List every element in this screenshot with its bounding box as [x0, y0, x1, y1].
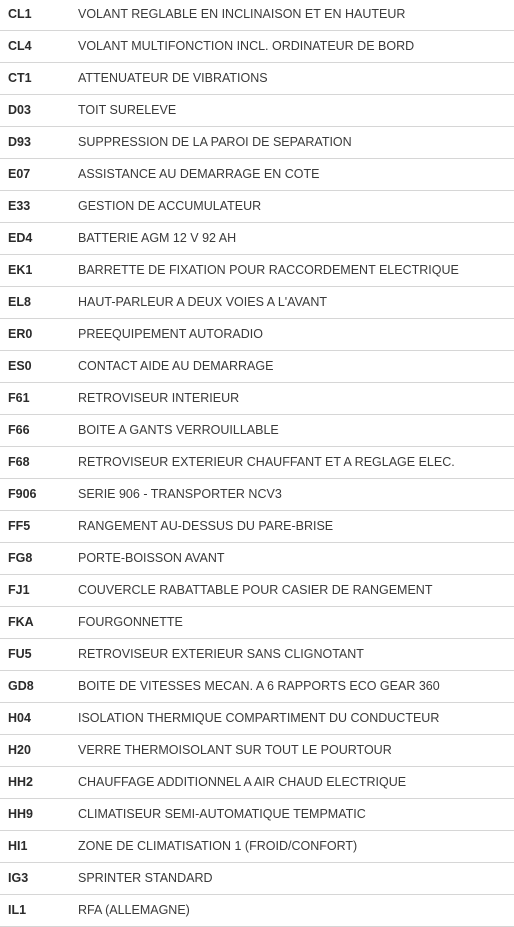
- option-row: [0, 638, 514, 670]
- option-description: RFA (ALLEMAGNE): [78, 903, 190, 917]
- option-description: BARRETTE DE FIXATION POUR RACCORDEMENT ELECTRIQUE: [78, 263, 459, 277]
- option-code: ES0: [8, 359, 32, 373]
- option-row: [0, 574, 514, 606]
- option-description: ZONE DE CLIMATISATION 1 (FROID/CONFORT): [78, 839, 358, 853]
- option-row: [0, 222, 514, 254]
- option-description: PREEQUIPEMENT AUTORADIO: [78, 327, 263, 341]
- option-row: [0, 446, 514, 478]
- option-description: CHAUFFAGE ADDITIONNEL A AIR CHAUD ELECTRIQUE: [78, 775, 407, 789]
- option-code: ED4: [8, 231, 33, 245]
- option-code: H20: [8, 743, 31, 757]
- option-code: HH9: [8, 807, 34, 821]
- option-row: [0, 30, 514, 62]
- option-description: VOLANT REGLABLE EN INCLINAISON ET EN HAUTEUR: [78, 6, 406, 21]
- option-row: [0, 286, 514, 318]
- option-description: TOIT SURELEVE: [78, 103, 177, 117]
- option-code: IL1: [8, 903, 27, 917]
- option-row: [0, 702, 514, 734]
- option-row: [0, 190, 514, 222]
- option-code: GD8: [8, 679, 34, 693]
- option-description: CONTACT AIDE AU DEMARRAGE: [78, 359, 274, 373]
- option-row: [0, 0, 514, 30]
- option-code: F68: [8, 455, 30, 469]
- option-row: [0, 126, 514, 158]
- option-row: [0, 798, 514, 830]
- option-description: COUVERCLE RABATTABLE POUR CASIER DE RANGEMENT: [78, 583, 433, 597]
- option-description: RETROVISEUR EXTERIEUR SANS CLIGNOTANT: [78, 647, 364, 661]
- option-row: [0, 766, 514, 798]
- option-code: CL4: [8, 39, 32, 53]
- option-description: SPRINTER STANDARD: [78, 871, 213, 885]
- option-row: [0, 670, 514, 702]
- option-code: FF5: [8, 519, 31, 533]
- option-code: E33: [8, 199, 31, 213]
- option-description: RETROVISEUR INTERIEUR: [78, 391, 240, 405]
- option-row: [0, 62, 514, 94]
- option-description: VERRE THERMOISOLANT SUR TOUT LE POURTOUR: [78, 743, 392, 757]
- option-description: BOITE DE VITESSES MECAN. A 6 RAPPORTS ECO GEAR 360: [78, 679, 440, 693]
- option-row: [0, 894, 514, 926]
- option-row: [0, 350, 514, 382]
- option-row: [0, 414, 514, 446]
- option-row: [0, 478, 514, 510]
- option-description: PORTE-BOISSON AVANT: [78, 551, 225, 565]
- option-code: EK1: [8, 263, 33, 277]
- option-description: CLIMATISEUR SEMI-AUTOMATIQUE TEMPMATIC: [78, 807, 366, 821]
- option-description: GESTION DE ACCUMULATEUR: [78, 199, 262, 213]
- option-row: [0, 158, 514, 190]
- option-row: [0, 94, 514, 126]
- option-description: ASSISTANCE AU DEMARRAGE EN COTE: [78, 167, 320, 181]
- option-code: D93: [8, 135, 31, 149]
- option-code: FKA: [8, 615, 34, 629]
- option-description: RANGEMENT AU-DESSUS DU PARE-BRISE: [78, 519, 334, 533]
- option-code: E07: [8, 167, 31, 181]
- option-code: FU5: [8, 647, 32, 661]
- option-code: FG8: [8, 551, 33, 565]
- option-row: [0, 318, 514, 350]
- option-row: [0, 734, 514, 766]
- option-code: CT1: [8, 71, 32, 85]
- option-description: HAUT-PARLEUR A DEUX VOIES A L'AVANT: [78, 295, 327, 309]
- option-code: F906: [8, 487, 37, 501]
- option-description: VOLANT MULTIFONCTION INCL. ORDINATEUR DE BORD: [78, 39, 415, 53]
- option-row: [0, 606, 514, 638]
- option-row: [0, 542, 514, 574]
- option-description: SERIE 906 - TRANSPORTER NCV3: [78, 487, 282, 501]
- option-description: RETROVISEUR EXTERIEUR CHAUFFANT ET A REGLAGE ELEC.: [78, 455, 455, 469]
- option-description: BATTERIE AGM 12 V 92 AH: [78, 231, 237, 245]
- option-code: HI1: [8, 839, 28, 853]
- option-code: EL8: [8, 295, 31, 309]
- option-code: F61: [8, 391, 30, 405]
- option-code: HH2: [8, 775, 34, 789]
- option-code: ER0: [8, 327, 33, 341]
- option-row: [0, 510, 514, 542]
- option-code: IG3: [8, 871, 29, 885]
- option-row: [0, 382, 514, 414]
- option-code: F66: [8, 423, 30, 437]
- option-description: BOITE A GANTS VERROUILLABLE: [78, 423, 279, 437]
- option-description: FOURGONNETTE: [78, 615, 183, 629]
- option-row: [0, 254, 514, 286]
- option-code: FJ1: [8, 583, 30, 597]
- option-code: H04: [8, 711, 31, 725]
- option-description: SUPPRESSION DE LA PAROI DE SEPARATION: [78, 135, 352, 149]
- option-row: [0, 862, 514, 894]
- option-description: ATTENUATEUR DE VIBRATIONS: [78, 71, 268, 85]
- option-code: CL1: [8, 6, 32, 21]
- option-row: [0, 830, 514, 862]
- option-description: ISOLATION THERMIQUE COMPARTIMENT DU CONDUCTEUR: [78, 711, 440, 725]
- option-code: D03: [8, 103, 31, 117]
